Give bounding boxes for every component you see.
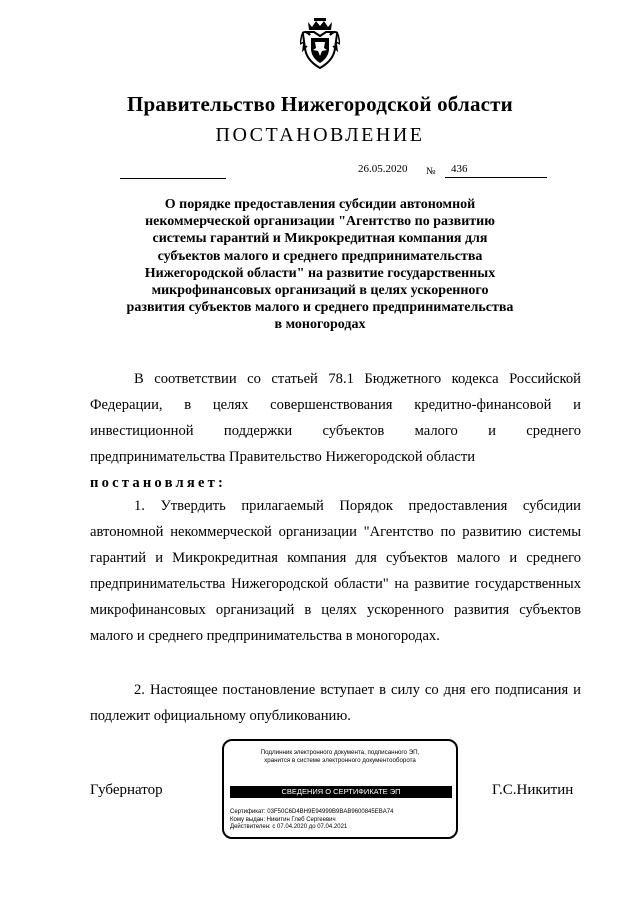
stamp-line: хранится в системе электронного документооборота — [264, 757, 416, 764]
stamp-details — [230, 809, 393, 832]
title-line: Нижегородской области" на развитие государственных — [144, 265, 496, 281]
stamp-title-bar: СВЕДЕНИЯ О СЕРТИФИКАТЕ ЭП — [230, 786, 452, 798]
signatory-position: Губернатор — [90, 782, 163, 798]
document-number: 436 — [445, 163, 547, 178]
stamp-line: Подлинник электронного документа, подписанного ЭП, — [260, 749, 420, 756]
item-1-text: 1. Утвердить прилагаемый Порядок предоставления субсидии автономной некоммерческой организации "Агентство по развитию системы гарантий и Микрокредитная компания для субъектов малого и среднего предпринимательства Нижегородской области" на развитие государственных микрофинансовых организаций в целях ускоренного развития субъектов малого и среднего предпринимательства в моногородах. — [90, 498, 581, 644]
title-line: развития субъектов малого и среднего предпринимательства — [126, 300, 514, 316]
title-line: системы гарантий и Микрокредитная компания для — [152, 231, 488, 247]
certificate-id: Сертификат: 03F50C6D4BH9E94999B9BAB9600845EBA74 — [230, 809, 394, 815]
certificate-validity: Действителен: с 07.04.2020 до 07.04.2021 — [230, 824, 348, 831]
signatory-name: Г.С.Никитин — [492, 782, 574, 798]
number-label: № — [426, 166, 436, 177]
e-signature-stamp — [222, 739, 458, 839]
preamble-paragraph — [90, 366, 581, 470]
blank-line — [120, 178, 226, 179]
resolves-word: постановляет: — [90, 475, 227, 491]
document-date: 26.05.2020 — [358, 163, 408, 175]
title-line: микрофинансовых организаций в целях ускоренного — [151, 283, 489, 299]
coat-of-arms-icon — [300, 18, 340, 70]
item-1-paragraph — [90, 493, 581, 649]
item-2-text: 2. Настоящее постановление вступает в силу со дня его подписания и подлежит официальному опубликованию. — [90, 682, 581, 724]
title-line: некоммерческой организации "Агентство по развитию — [145, 214, 495, 230]
government-name: Правительство Нижегородской области — [127, 92, 513, 116]
title-line: в моногородах — [274, 317, 366, 333]
stamp-header — [224, 749, 456, 765]
preamble-text: В соответствии со статьей 78.1 Бюджетного кодекса Российской Федерации, в целях совершенствования кредитно-финансовой и инвестиционной поддержки субъектов малого и среднего предпринимательства Правительство Нижегородской области — [90, 371, 581, 465]
title-line: О порядке предоставления субсидии автономной — [164, 197, 476, 212]
document-type: ПОСТАНОВЛЕНИЕ — [215, 124, 425, 146]
certificate-owner: Кому выдан: Никитин Глеб Сергеевич — [230, 816, 336, 823]
title-line: субъектов малого и среднего предпринимательства — [157, 248, 483, 264]
document-title — [88, 196, 552, 334]
item-2-paragraph — [90, 677, 581, 729]
